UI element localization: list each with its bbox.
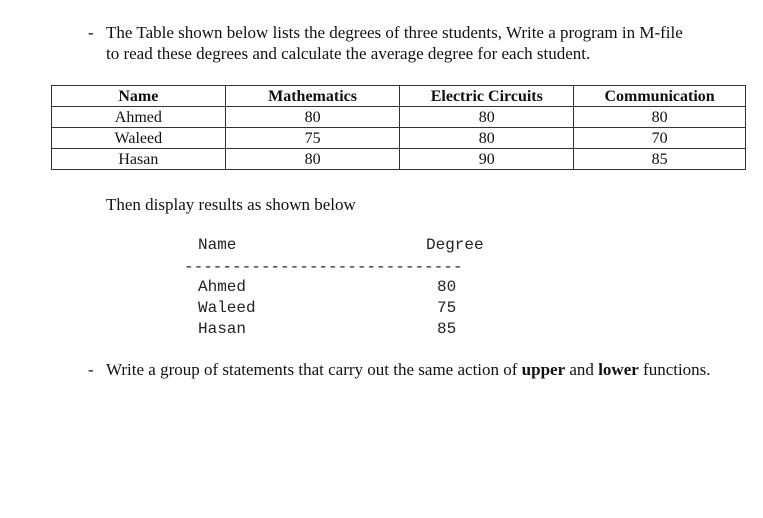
output-header-degree: Degree xyxy=(426,236,484,254)
bullet-marker-2: - xyxy=(88,360,94,379)
cell-mathematics: 75 xyxy=(225,128,400,149)
table-row xyxy=(52,149,746,170)
header-name: Name xyxy=(52,86,226,107)
cell-communication: 70 xyxy=(574,128,746,149)
output-row-degree: 75 xyxy=(437,299,457,317)
output-row-degree: 85 xyxy=(437,320,457,338)
cell-electric-circuits: 80 xyxy=(400,128,574,149)
cell-name: Waleed xyxy=(52,128,226,149)
output-row-name: Waleed xyxy=(198,299,256,317)
output-header-name: Name xyxy=(198,236,237,254)
then-display-text: Then display results as shown below xyxy=(106,195,356,214)
bullet-marker-1: - xyxy=(88,23,94,42)
table-header-row xyxy=(52,86,746,107)
intro-line-2: to read these degrees and calculate the average degree for each student. xyxy=(106,44,591,63)
cell-electric-circuits: 90 xyxy=(400,149,574,170)
cell-mathematics: 80 xyxy=(225,107,400,128)
task2-paragraph xyxy=(106,359,740,380)
output-row-name: Hasan xyxy=(198,320,247,338)
table-row xyxy=(52,107,746,128)
cell-name: Ahmed xyxy=(52,107,226,128)
cell-communication: 85 xyxy=(574,149,746,170)
cell-name: Hasan xyxy=(52,149,226,170)
task2-lower-keyword: lower xyxy=(598,360,639,379)
cell-electric-circuits: 80 xyxy=(400,107,574,128)
cell-mathematics: 80 xyxy=(225,149,400,170)
output-row-degree: 80 xyxy=(437,278,457,296)
degrees-table xyxy=(51,85,746,170)
header-communication: Communication xyxy=(574,86,746,107)
task2-text-part1: Write a group of statements that carry out the same action of xyxy=(106,360,522,379)
task2-text-part2: functions. xyxy=(638,360,711,379)
header-mathematics: Mathematics xyxy=(225,86,400,107)
task2-and-text: and xyxy=(565,360,599,379)
output-row-name: Ahmed xyxy=(198,278,247,296)
header-electric-circuits: Electric Circuits xyxy=(400,86,574,107)
intro-paragraph xyxy=(106,22,740,64)
task2-upper-keyword: upper xyxy=(521,360,566,379)
intro-line-1: The Table shown below lists the degrees of three students, Write a program in M-file xyxy=(106,23,683,42)
table-row xyxy=(52,128,746,149)
cell-communication: 80 xyxy=(574,107,746,128)
output-divider: ----------------------------- xyxy=(184,258,463,276)
